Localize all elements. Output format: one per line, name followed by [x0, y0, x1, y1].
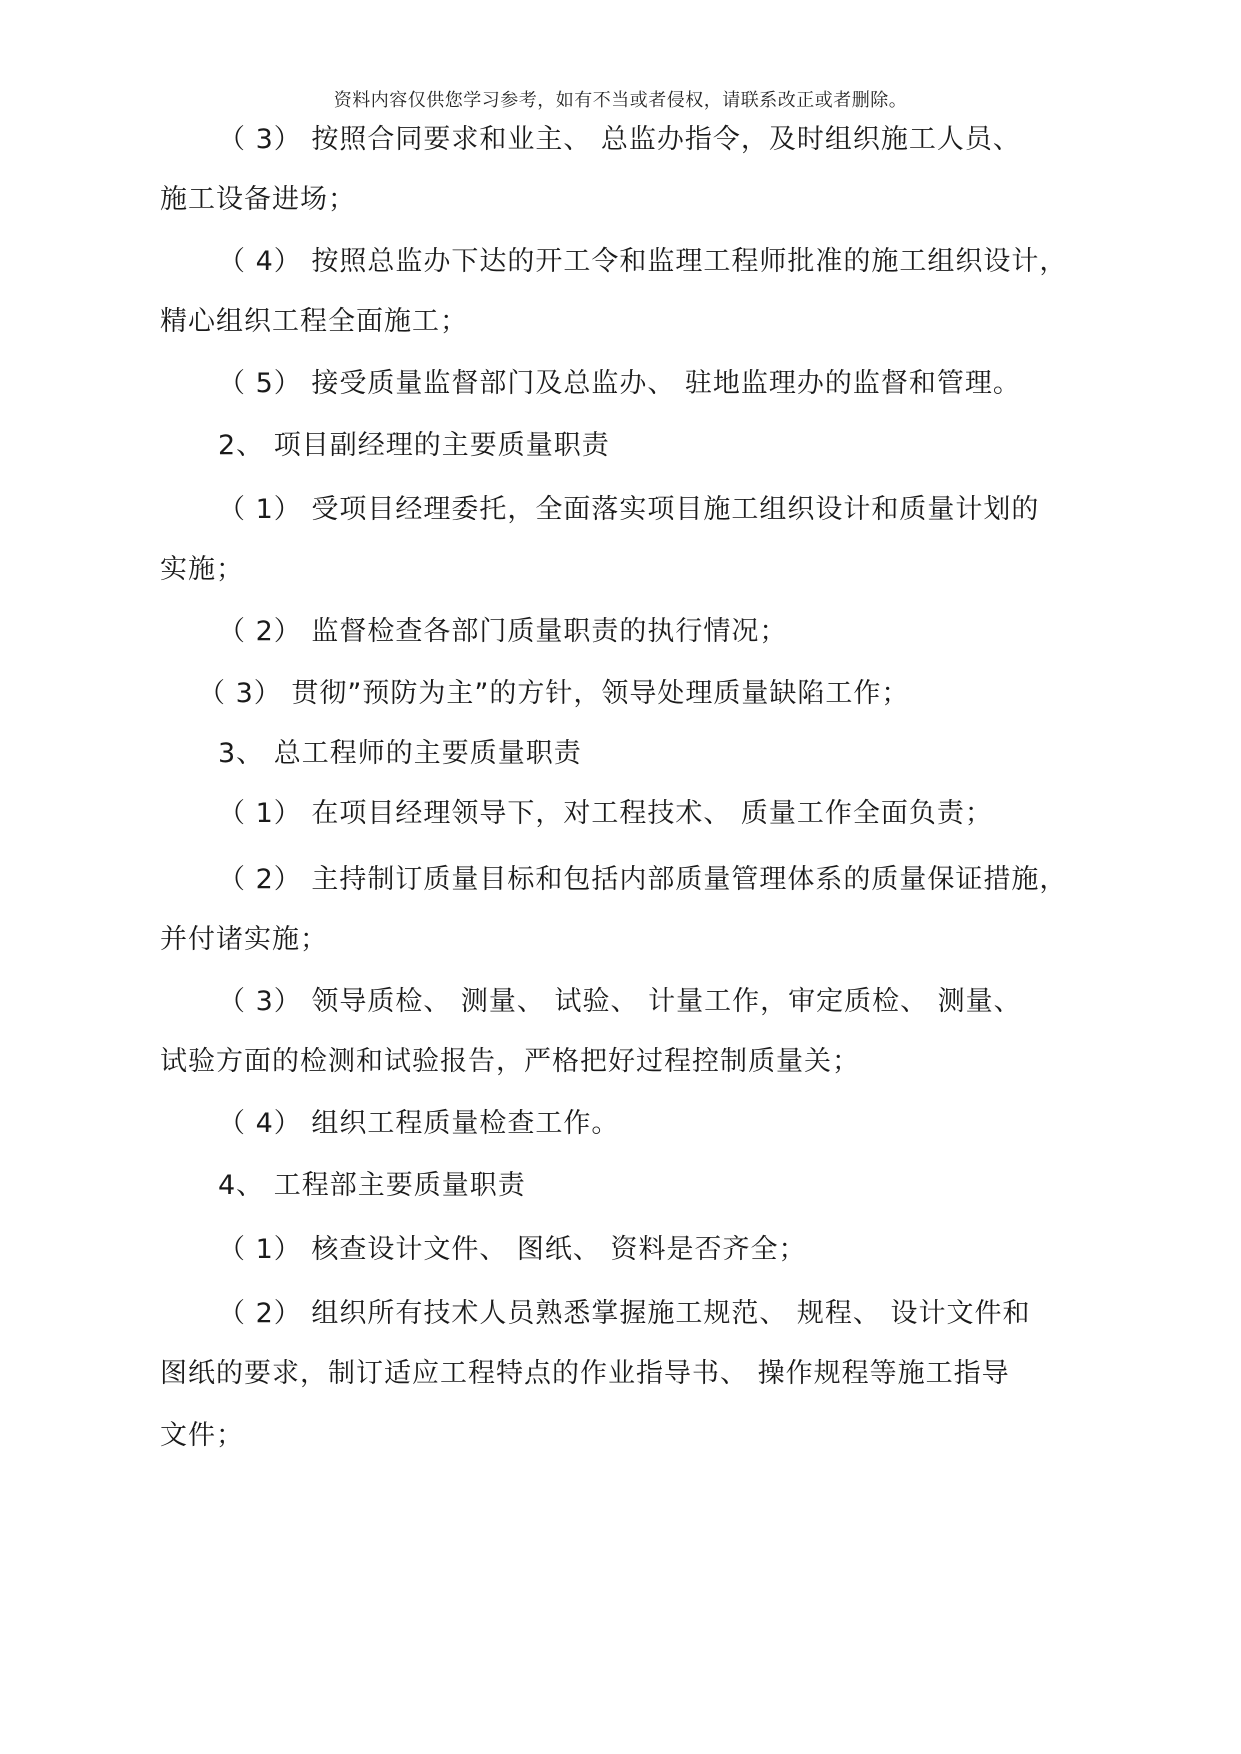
text-line: 图纸的要求，制订适应工程特点的作业指导书、 操作规程等施工指导	[160, 1358, 1010, 1389]
text-line: （ 2） 组织所有技术人员熟悉掌握施工规范、 规程、 设计文件和	[218, 1298, 1031, 1329]
text-line: （ 3） 按照合同要求和业主、 总监办指令，及时组织施工人员、	[218, 124, 1021, 155]
section-heading: 3、 总工程师的主要质量职责	[218, 738, 582, 769]
text-line: 并付诸实施；	[160, 924, 328, 955]
text-line: （ 4） 组织工程质量检查工作。	[218, 1108, 620, 1139]
text-line: （ 1） 受项目经理委托，全面落实项目施工组织设计和质量计划的	[218, 494, 1040, 525]
text-line: （ 3） 贯彻”预防为主”的方针，领导处理质量缺陷工作；	[198, 678, 910, 709]
text-line: 试验方面的检测和试验报告，严格把好过程控制质量关；	[160, 1046, 860, 1077]
text-line: 施工设备进场；	[160, 184, 356, 215]
text-line: （ 4） 按照总监办下达的开工令和监理工程师批准的施工组织设计，	[218, 246, 1068, 277]
text-line: （ 3） 领导质检、 测量、 试验、 计量工作，审定质检、 测量、	[218, 986, 1022, 1017]
section-heading: 4、 工程部主要质量职责	[218, 1170, 526, 1201]
text-line: 精心组织工程全面施工；	[160, 306, 468, 337]
text-line: （ 1） 在项目经理领导下，对工程技术、 质量工作全面负责；	[218, 798, 993, 829]
text-line: （ 5） 接受质量监督部门及总监办、 驻地监理办的监督和管理。	[218, 368, 1021, 399]
text-line: （ 2） 主持制订质量目标和包括内部质量管理体系的质量保证措施，	[218, 864, 1068, 895]
text-line: （ 2） 监督检查各部门质量职责的执行情况；	[218, 616, 788, 647]
section-heading: 2、 项目副经理的主要质量职责	[218, 430, 610, 461]
text-line: （ 1） 核查设计文件、 图纸、 资料是否齐全；	[218, 1234, 807, 1265]
disclaimer-header: 资料内容仅供您学习参考，如有不当或者侵权，请联系改正或者删除。	[333, 90, 908, 111]
text-line: 文件；	[160, 1420, 244, 1451]
text-line: 实施；	[160, 554, 244, 585]
